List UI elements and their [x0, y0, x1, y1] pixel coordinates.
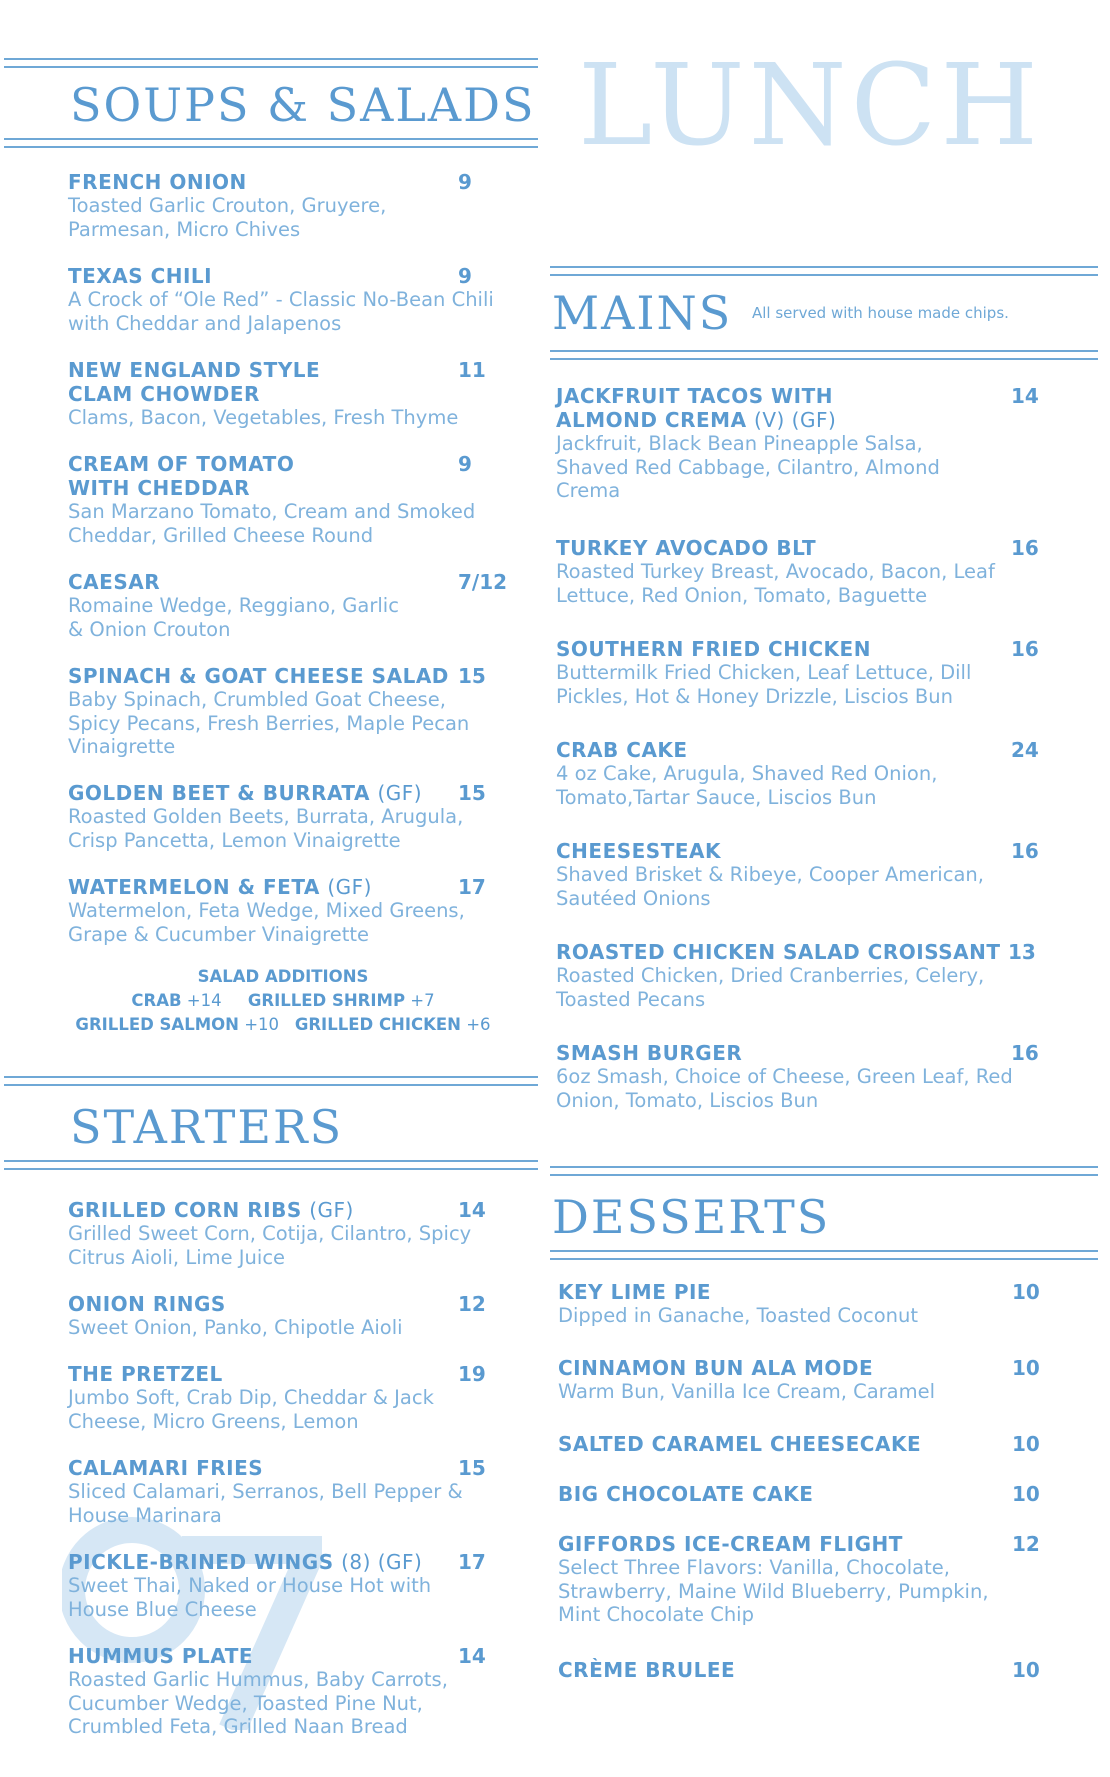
lunch-title: LUNCH — [578, 41, 1043, 171]
addition-crab-price: +14 — [186, 991, 222, 1010]
menu-item — [558, 1432, 1038, 1456]
item-name: SOUTHERN FRIED CHICKEN — [556, 637, 871, 661]
item-price: 15 — [458, 781, 486, 805]
item-description: Grilled Sweet Corn, Cotija, Cilantro, Spicy Citrus Aioli, Lime Juice — [68, 1222, 472, 1269]
item-description: A Crock of “Ole Red” - Classic No-Bean Chili with Cheddar and Jalapenos — [68, 288, 494, 335]
menu-item — [558, 1482, 1038, 1506]
item-price: 14 — [458, 1198, 486, 1222]
item-name: SMASH BURGER — [556, 1041, 743, 1065]
salad-additions — [62, 965, 504, 1037]
item-price: 14 — [1011, 384, 1039, 408]
menu-item — [556, 536, 1039, 607]
item-description: Romaine Wedge, Reggiano, Garlic & Onion Crouton — [68, 594, 399, 641]
item-description: Warm Bun, Vanilla Ice Cream, Caramel — [558, 1380, 936, 1403]
item-name: SPINACH & GOAT CHEESE SALAD — [68, 664, 449, 688]
item-price: 10 — [1012, 1432, 1040, 1456]
item-description: Clams, Bacon, Vegetables, Fresh Thyme — [68, 406, 459, 429]
item-price: 15 — [458, 1456, 486, 1480]
item-name: KEY LIME PIE — [558, 1280, 712, 1304]
item-price: 24 — [1011, 738, 1039, 762]
item-price: 10 — [1012, 1658, 1040, 1682]
item-price: 10 — [1012, 1356, 1040, 1380]
item-price: 9 — [458, 452, 472, 476]
addition-crab: CRAB — [131, 991, 182, 1010]
section-title: SOUPS & SALADS — [70, 78, 536, 132]
item-name: THE PRETZEL — [68, 1362, 223, 1386]
item-name: CRAB CAKE — [556, 738, 688, 762]
item-description: Jackfruit, Black Bean Pineapple Salsa, Shaved Red Cabbage, Cilantro, Almond Crema — [556, 432, 940, 502]
item-tag: (V) (GF) — [754, 408, 837, 432]
rule — [4, 58, 538, 68]
addition-shrimp: GRILLED SHRIMP — [247, 991, 406, 1010]
menu-item — [558, 1658, 1038, 1682]
rule — [550, 266, 1098, 276]
item-name: CINNAMON BUN ALA MODE — [558, 1356, 874, 1380]
item-name: BIG CHOCOLATE CAKE — [558, 1482, 814, 1506]
item-name: HUMMUS PLATE — [68, 1644, 254, 1668]
item-description: Sliced Calamari, Serranos, Bell Pepper & House Marinara — [68, 1480, 463, 1527]
item-description: Shaved Brisket & Ribeye, Cooper American, Sautéed Onions — [556, 863, 984, 910]
menu-item — [68, 1362, 508, 1433]
item-description: Sweet Onion, Panko, Chipotle Aioli — [68, 1316, 403, 1339]
soups-header — [4, 58, 538, 150]
item-description: Roasted Garlic Hummus, Baby Carrots, Cucumber Wedge, Toasted Pine Nut, Crumbled Feta, Grilled Naan Bread — [68, 1668, 448, 1738]
item-price: 16 — [1011, 637, 1039, 661]
item-description: Roasted Chicken, Dried Cranberries, Celery, Toasted Pecans — [556, 964, 985, 1011]
additions-title: SALAD ADDITIONS — [197, 967, 369, 986]
menu-item — [68, 1550, 508, 1621]
addition-chicken: GRILLED CHICKEN — [294, 1015, 461, 1034]
menu-item — [68, 358, 508, 430]
item-price: 14 — [458, 1644, 486, 1668]
item-name: GIFFORDS ICE-CREAM FLIGHT — [558, 1532, 903, 1556]
item-name: NEW ENGLAND STYLE CLAM CHOWDER — [68, 358, 321, 406]
item-name: FRENCH ONION — [68, 170, 247, 194]
addition-salmon: GRILLED SALMON — [75, 1015, 239, 1034]
menu-item — [68, 570, 508, 641]
item-price: 17 — [458, 875, 486, 899]
menu-item — [68, 170, 508, 241]
item-description: Watermelon, Feta Wedge, Mixed Greens, Grape & Cucumber Vinaigrette — [68, 899, 465, 946]
item-name: WATERMELON & FETA — [68, 875, 320, 899]
rule — [4, 1160, 538, 1170]
item-name: CRÈME BRULEE — [558, 1658, 736, 1682]
item-name: TURKEY AVOCADO BLT — [556, 536, 817, 560]
item-price: 12 — [1012, 1532, 1040, 1556]
item-price: 13 — [1008, 940, 1036, 964]
item-tag: (GF) — [377, 781, 423, 805]
menu-item — [68, 1456, 508, 1527]
item-tag: (GF) — [327, 875, 372, 899]
addition-chicken-price: +6 — [466, 1015, 491, 1034]
rule — [550, 1250, 1098, 1260]
section-title: MAINS — [552, 286, 733, 340]
item-price: 16 — [1011, 1041, 1039, 1065]
item-description: Buttermilk Fried Chicken, Leaf Lettuce, Dill Pickles, Hot & Honey Drizzle, Liscios Bun — [556, 661, 972, 708]
menu-item — [558, 1280, 1038, 1328]
item-price: 17 — [458, 1550, 486, 1574]
item-price: 11 — [458, 358, 486, 382]
section-title: DESSERTS — [552, 1190, 831, 1244]
starters-header — [4, 1076, 538, 1172]
mains-header — [550, 266, 1098, 358]
menu-item — [558, 1356, 1038, 1404]
menu-item — [68, 1198, 508, 1269]
item-name: CALAMARI FRIES — [68, 1456, 264, 1480]
rule — [550, 350, 1098, 360]
item-price: 19 — [458, 1362, 486, 1386]
item-name: JACKFRUIT TACOS WITH ALMOND CREMA — [556, 384, 833, 432]
item-price: 7/12 — [458, 570, 508, 594]
item-description: Jumbo Soft, Crab Dip, Cheddar & Jack Cheese, Micro Greens, Lemon — [68, 1386, 434, 1433]
menu-item — [556, 940, 1036, 1011]
rule — [4, 138, 538, 148]
item-name: TEXAS CHILI — [68, 264, 213, 288]
item-description: 4 oz Cake, Arugula, Shaved Red Onion, Tomato,Tartar Sauce, Liscios Bun — [556, 762, 938, 809]
menu-item — [556, 738, 1039, 809]
rule — [4, 1076, 538, 1086]
item-description: San Marzano Tomato, Cream and Smoked Cheddar, Grilled Cheese Round — [68, 500, 476, 547]
item-name: PICKLE-BRINED WINGS — [68, 1550, 334, 1574]
item-name: CAESAR — [68, 570, 161, 594]
item-description: Sweet Thai, Naked or House Hot with House Blue Cheese — [68, 1574, 432, 1621]
addition-salmon-price: +10 — [244, 1015, 280, 1034]
menu-item — [68, 1292, 508, 1340]
menu-item — [556, 1041, 1039, 1112]
item-price: 16 — [1011, 536, 1039, 560]
item-tag: (8) (GF) — [341, 1550, 423, 1574]
item-price: 15 — [458, 664, 486, 688]
item-description: Baby Spinach, Crumbled Goat Cheese, Spicy Pecans, Fresh Berries, Maple Pecan Vinaigrette — [68, 688, 470, 758]
rule — [550, 1166, 1098, 1176]
item-name: GRILLED CORN RIBS — [68, 1198, 302, 1222]
item-price: 9 — [458, 170, 472, 194]
item-price: 12 — [458, 1292, 486, 1316]
item-description: Roasted Golden Beets, Burrata, Arugula, Crisp Pancetta, Lemon Vinaigrette — [68, 805, 464, 852]
menu-item — [68, 781, 508, 852]
item-description: Select Three Flavors: Vanilla, Chocolate, Strawberry, Maine Wild Blueberry, Pumpkin, Mint Chocolate Chip — [558, 1556, 989, 1626]
menu-item — [556, 637, 1039, 708]
item-tag: (GF) — [309, 1198, 354, 1222]
menu-item — [68, 875, 508, 946]
menu-item — [68, 1644, 508, 1739]
menu-item — [558, 1532, 1038, 1627]
item-name: CHEESESTEAK — [556, 839, 721, 863]
item-price: 16 — [1011, 839, 1039, 863]
item-name: SALTED CARAMEL CHEESECAKE — [558, 1432, 922, 1456]
item-description: Toasted Garlic Crouton, Gruyere, Parmesan, Micro Chives — [68, 194, 387, 241]
item-description: 6oz Smash, Choice of Cheese, Green Leaf, Red Onion, Tomato, Liscios Bun — [556, 1065, 1013, 1112]
menu-item — [68, 452, 508, 547]
desserts-header — [550, 1166, 1098, 1262]
item-name: CREAM OF TOMATO WITH CHEDDAR — [68, 452, 295, 500]
item-name: GOLDEN BEET & BURRATA — [68, 781, 370, 805]
item-description: Dipped in Ganache, Toasted Coconut — [558, 1304, 918, 1327]
item-price: 9 — [458, 264, 472, 288]
menu-item — [556, 384, 1039, 503]
item-name: ROASTED CHICKEN SALAD CROISSANT — [556, 940, 1001, 964]
menu-item — [68, 264, 508, 335]
item-price: 10 — [1012, 1482, 1040, 1506]
addition-shrimp-price: +7 — [410, 991, 435, 1010]
item-description: Roasted Turkey Breast, Avocado, Bacon, Leaf Lettuce, Red Onion, Tomato, Baguette — [556, 560, 995, 607]
item-price: 10 — [1012, 1280, 1040, 1304]
item-name: ONION RINGS — [68, 1292, 226, 1316]
menu-item — [556, 839, 1039, 910]
mains-note: All served with house made chips. — [752, 304, 1009, 322]
menu-item — [68, 664, 508, 759]
section-title: STARTERS — [70, 1100, 344, 1154]
